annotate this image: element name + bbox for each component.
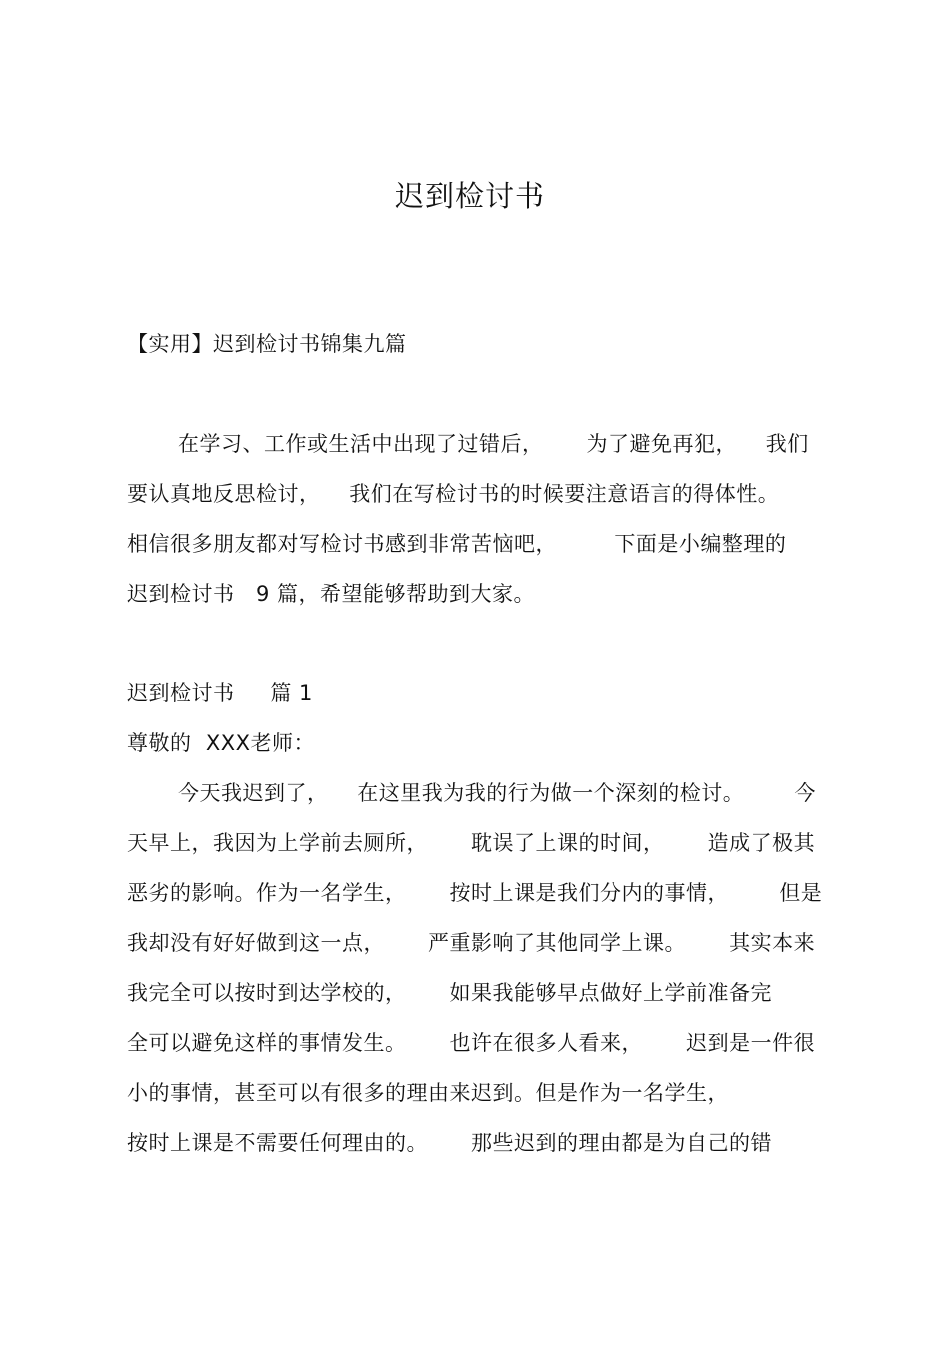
intro-line: 相信很多朋友都对写检讨书感到非常苦恼吧， 下面是小编整理的 — [127, 532, 787, 556]
document-title: 迟到检讨书 — [394, 179, 545, 213]
body-line: 天早上，我因为上学前去厕所， 耽误了上课的时间， 造成了极其 — [127, 831, 816, 855]
body-line: 今天我迟到了， 在这里我为我的行为做一个深刻的检讨。 今 — [178, 781, 816, 805]
body-line: 恶劣的影响。作为一名学生， 按时上课是我们分内的事情， 但是 — [127, 881, 823, 905]
body-line: 小的事情，甚至可以有很多的理由来迟到。但是作为一名学生， — [127, 1081, 729, 1105]
intro-line: 迟到检讨书 9 篇，希望能够帮助到大家。 — [127, 582, 536, 606]
document-subtitle: 【实用】迟到检讨书锦集九篇 — [127, 332, 407, 356]
intro-line: 要认真地反思检讨， 我们在写检讨书的时候要注意语言的得体性。 — [127, 482, 780, 506]
salutation: 尊敬的 XXX老师： — [127, 731, 316, 755]
body-line: 全可以避免这样的事情发生。 也许在很多人看来， 迟到是一件很 — [127, 1031, 816, 1055]
body-line: 我却没有好好做到这一点， 严重影响了其他同学上课。 其实本来 — [127, 931, 816, 955]
body-line: 按时上课是不需要任何理由的。 那些迟到的理由都是为自己的错 — [127, 1131, 773, 1155]
intro-line: 在学习、工作或生活中出现了过错后， 为了避免再犯， 我们 — [178, 432, 809, 456]
body-line: 我完全可以按时到达学校的， 如果我能够早点做好上学前准备完 — [127, 981, 773, 1005]
section-heading: 迟到检讨书 篇 1 — [127, 681, 313, 705]
